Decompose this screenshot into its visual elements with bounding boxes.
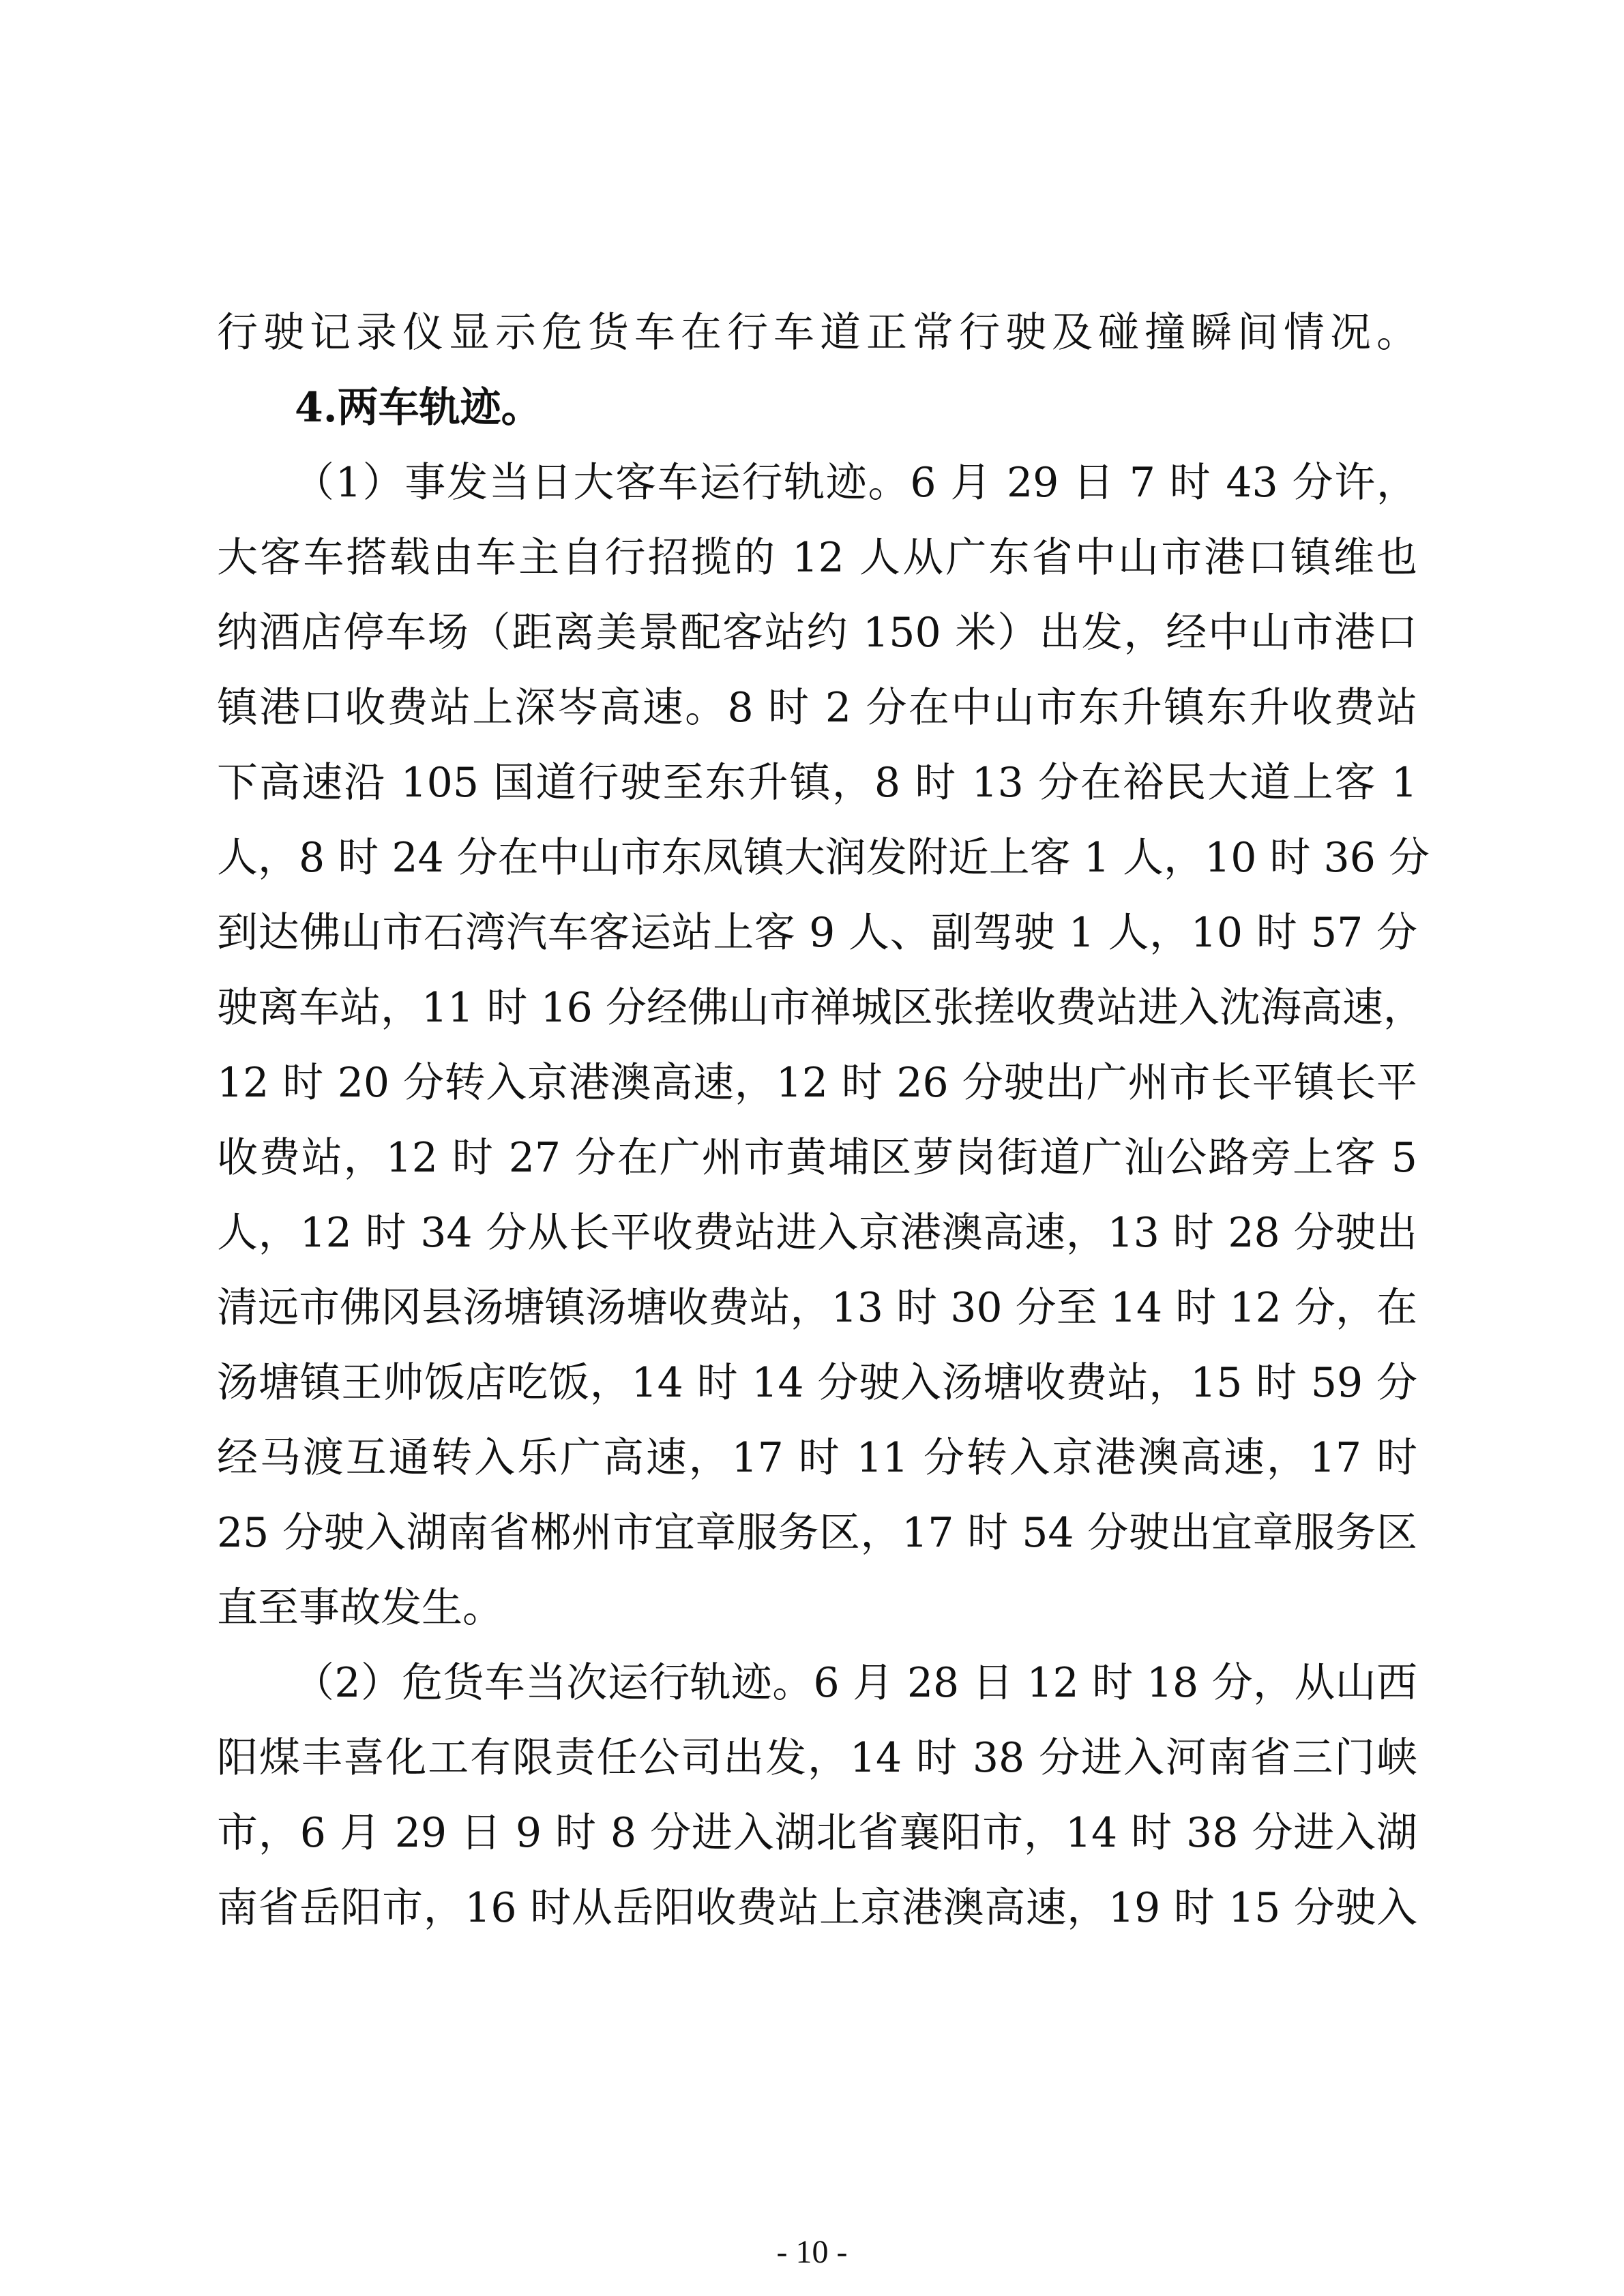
- paragraph-line: 纳酒店停车场（距离美景配客站约 150 米）出发，经中山市港口: [217, 609, 1417, 657]
- paragraph-line: 阳煤丰喜化工有限责任公司出发，14 时 38 分进入河南省三门峡: [217, 1734, 1417, 1782]
- paragraph-line: 下高速沿 105 国道行驶至东升镇，8 时 13 分在裕民大道上客 1: [217, 759, 1417, 807]
- paragraph-line: 驶离车站，11 时 16 分经佛山市禅城区张搓收费站进入沈海高速，: [217, 984, 1424, 1032]
- paragraph-line: 南省岳阳市，16 时从岳阳收费站上京港澳高速，19 时 15 分驶入: [217, 1884, 1417, 1932]
- paragraph-line: （1）事发当日大客车运行轨迹。6 月 29 日 7 时 43 分许，: [293, 459, 1417, 507]
- paragraph-line: 直至事故发生。: [217, 1584, 503, 1632]
- paragraph-line: 市，6 月 29 日 9 时 8 分进入湖北省襄阳市，14 时 38 分进入湖: [217, 1809, 1417, 1857]
- paragraph-line: 镇港口收费站上深岑高速。8 时 2 分在中山市东升镇东升收费站: [217, 684, 1417, 732]
- paragraph-line: 经马渡互通转入乐广高速，17 时 11 分转入京港澳高速，17 时: [217, 1434, 1417, 1482]
- paragraph-line: 大客车搭载由车主自行招揽的 12 人从广东省中山市港口镇维也: [217, 534, 1417, 582]
- paragraph-line: 清远市佛冈县汤塘镇汤塘收费站，13 时 30 分至 14 时 12 分，在: [217, 1284, 1417, 1332]
- page-number: - 10 -: [776, 2234, 848, 2270]
- paragraph-line: （2）危货车当次运行轨迹。6 月 28 日 12 时 18 分，从山西: [293, 1659, 1417, 1707]
- paragraph-line: 12 时 20 分转入京港澳高速，12 时 26 分驶出广州市长平镇长平: [217, 1059, 1417, 1107]
- paragraph-line: 到达佛山市石湾汽车客运站上客 9 人、副驾驶 1 人，10 时 57 分: [217, 909, 1417, 957]
- section-heading: 4.两车轨迹。: [295, 384, 542, 432]
- paragraph-line: 汤塘镇王帅饭店吃饭，14 时 14 分驶入汤塘收费站，15 时 59 分: [217, 1359, 1417, 1407]
- paragraph-line: 25 分驶入湖南省郴州市宜章服务区，17 时 54 分驶出宜章服务区: [217, 1509, 1417, 1557]
- paragraph-line: 人，8 时 24 分在中山市东凤镇大润发附近上客 1 人，10 时 36 分: [217, 834, 1430, 882]
- paragraph-line: 人，12 时 34 分从长平收费站进入京港澳高速，13 时 28 分驶出: [217, 1209, 1417, 1257]
- paragraph-line: 行驶记录仪显示危货车在行车道正常行驶及碰撞瞬间情况。: [217, 309, 1417, 357]
- paragraph-line: 收费站，12 时 27 分在广州市黄埔区萝岗街道广汕公路旁上客 5: [217, 1134, 1417, 1182]
